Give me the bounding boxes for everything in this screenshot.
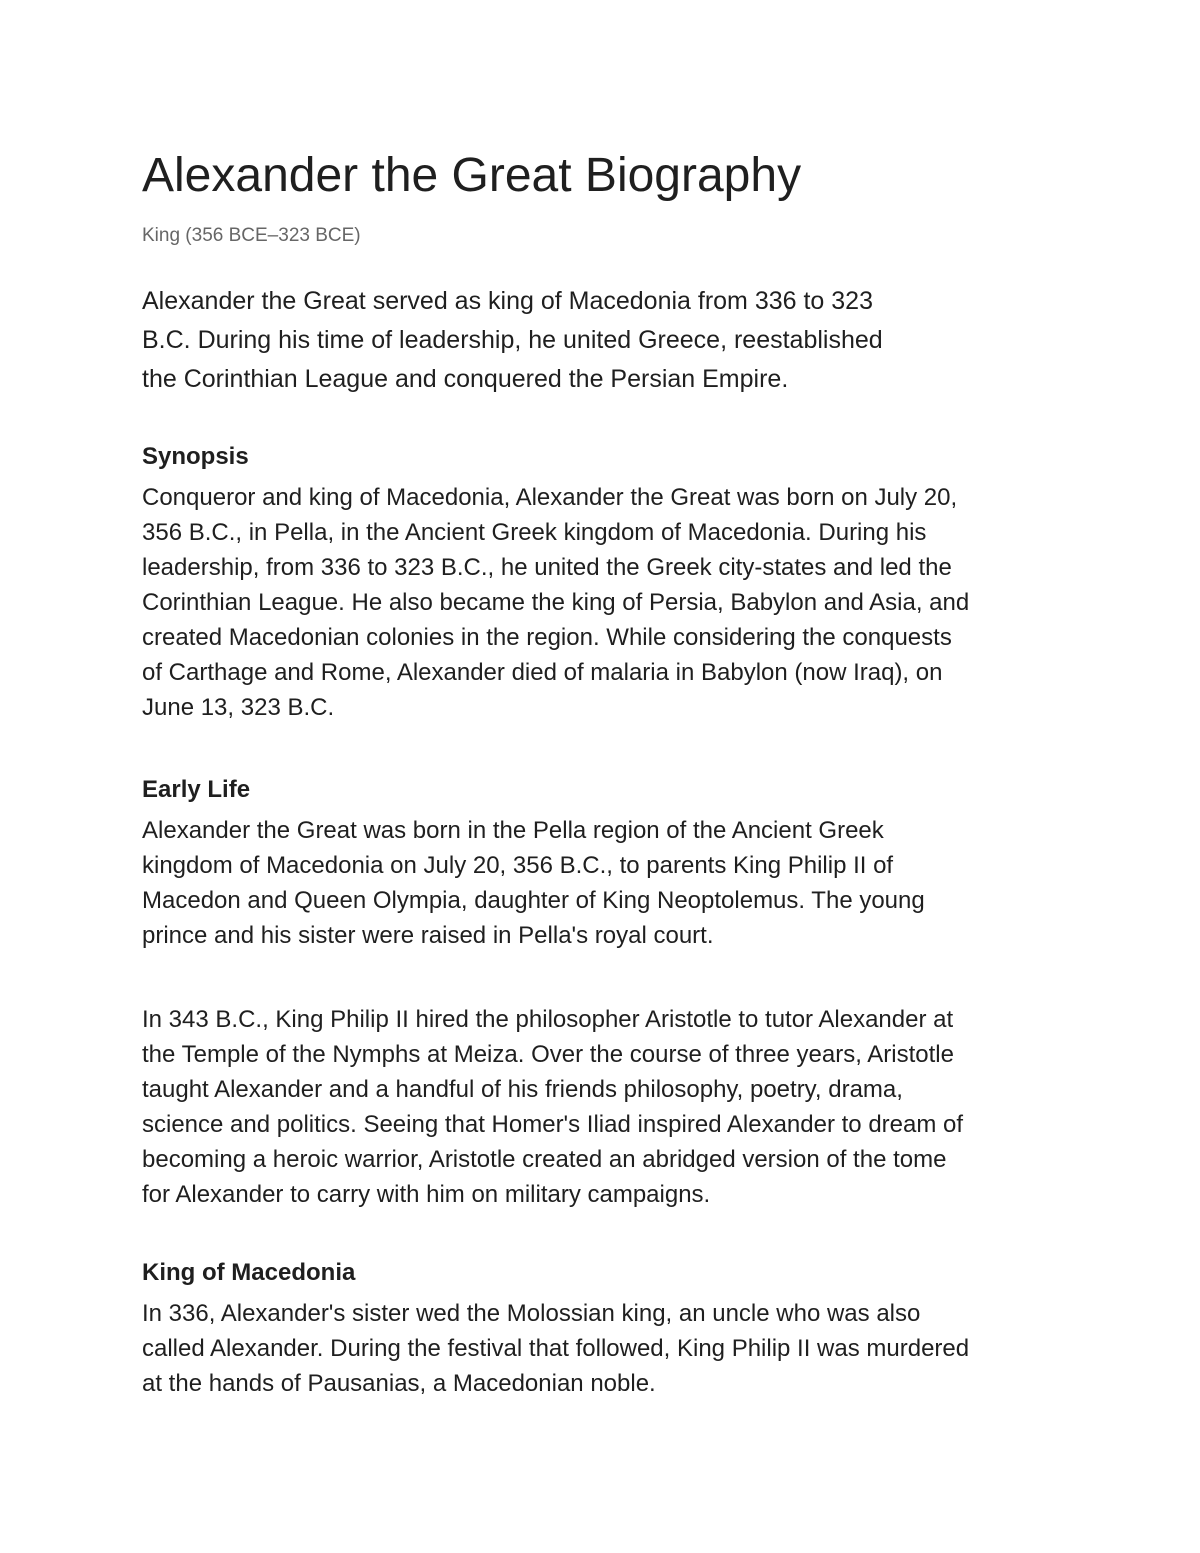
- paragraph-line: of Carthage and Rome, Alexander died of malaria in Babylon (now Iraq), on: [142, 659, 943, 686]
- paragraph-line: leadership, from 336 to 323 B.C., he united the Greek city-states and led the: [142, 554, 952, 581]
- paragraph-line: at the hands of Pausanias, a Macedonian noble.: [142, 1370, 656, 1397]
- section-heading: King of Macedonia: [142, 1259, 356, 1286]
- paragraph-line: created Macedonian colonies in the region. While considering the conquests: [142, 624, 952, 651]
- section-heading: Early Life: [142, 776, 251, 803]
- paragraph-line: the Temple of the Nymphs at Meiza. Over the course of three years, Aristotle: [142, 1041, 954, 1068]
- paragraph-line: taught Alexander and a handful of his friends philosophy, poetry, drama,: [142, 1076, 903, 1103]
- paragraph-line: for Alexander to carry with him on military campaigns.: [142, 1181, 711, 1208]
- section-paragraph: [142, 1002, 1072, 1212]
- paragraph-line: In 343 B.C., King Philip II hired the philosopher Aristotle to tutor Alexander at: [142, 1006, 954, 1033]
- document-title: Alexander the Great Biography: [142, 149, 802, 202]
- section-king-of-macedonia: [142, 1256, 1072, 1401]
- paragraph-line: kingdom of Macedonia on July 20, 356 B.C., to parents King Philip II of: [142, 852, 894, 879]
- paragraph-line: Corinthian League. He also became the king of Persia, Babylon and Asia, and: [142, 589, 970, 616]
- intro-line: B.C. During his time of leadership, he united Greece, reestablished: [142, 326, 883, 354]
- section-paragraph: [142, 480, 1072, 725]
- section-paragraph: [142, 1296, 1072, 1401]
- section-early-life: [142, 773, 1072, 953]
- intro-line: the Corinthian League and conquered the Persian Empire.: [142, 365, 789, 393]
- paragraph-line: becoming a heroic warrior, Aristotle created an abridged version of the tome: [142, 1146, 947, 1173]
- paragraph-line: prince and his sister were raised in Pella's royal court.: [142, 922, 714, 949]
- intro-line: Alexander the Great served as king of Macedonia from 336 to 323: [142, 287, 873, 315]
- paragraph-line: 356 B.C., in Pella, in the Ancient Greek kingdom of Macedonia. During his: [142, 519, 927, 546]
- section-early-life-paragraph-2: [142, 1002, 1072, 1212]
- paragraph-line: called Alexander. During the festival that followed, King Philip II was murdered: [142, 1335, 970, 1362]
- document-subtitle: King (356 BCE–323 BCE): [142, 225, 361, 246]
- paragraph-line: Alexander the Great was born in the Pella region of the Ancient Greek: [142, 817, 884, 844]
- section-paragraph: [142, 813, 1072, 953]
- paragraph-line: Macedon and Queen Olympia, daughter of King Neoptolemus. The young: [142, 887, 925, 914]
- paragraph-line: In 336, Alexander's sister wed the Molossian king, an uncle who was also: [142, 1300, 921, 1327]
- intro-paragraph: [142, 282, 1042, 399]
- section-synopsis: [142, 440, 1072, 725]
- paragraph-line: science and politics. Seeing that Homer's Iliad inspired Alexander to dream of: [142, 1111, 964, 1138]
- paragraph-line: Conqueror and king of Macedonia, Alexander the Great was born on July 20,: [142, 484, 958, 511]
- paragraph-line: June 13, 323 B.C.: [142, 694, 335, 721]
- section-heading: Synopsis: [142, 443, 249, 470]
